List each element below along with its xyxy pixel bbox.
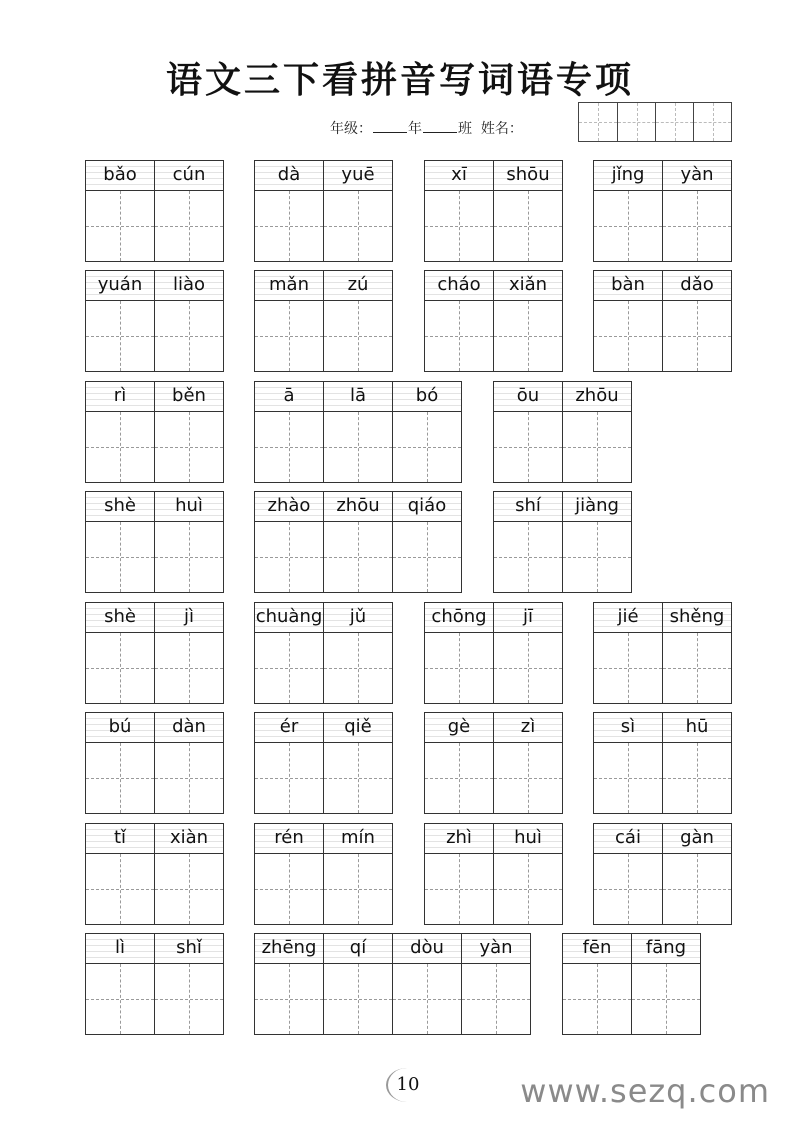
pinyin-label: cái <box>594 824 662 854</box>
writing-box[interactable] <box>594 191 662 261</box>
pinyin-label: xī <box>425 161 493 191</box>
word-box <box>562 933 701 1035</box>
pinyin-label: huì <box>155 492 223 522</box>
page-title: 语文三下看拼音写词语专项 <box>165 59 634 101</box>
class-label: 班 <box>458 121 472 137</box>
pinyin-label: tǐ <box>86 824 154 854</box>
char-cell <box>324 382 393 482</box>
char-cell <box>255 824 324 924</box>
char-cell <box>494 824 563 924</box>
name-box[interactable] <box>655 103 693 141</box>
pinyin-label: jì <box>155 603 223 633</box>
pinyin-label: zhōu <box>324 492 392 522</box>
char-cell <box>155 824 224 924</box>
char-cell <box>155 603 224 703</box>
char-cell <box>324 161 393 261</box>
word-box <box>593 160 732 262</box>
writing-box[interactable] <box>155 854 223 924</box>
pinyin-label: zhēng <box>255 934 323 964</box>
pinyin-label: zú <box>324 271 392 301</box>
char-cell <box>425 713 494 813</box>
writing-box[interactable] <box>324 301 392 371</box>
pinyin-label: dà <box>255 161 323 191</box>
pinyin-label: rì <box>86 382 154 412</box>
pinyin-label: shěng <box>663 603 731 633</box>
writing-box[interactable] <box>494 301 562 371</box>
char-cell <box>255 271 324 371</box>
student-info <box>330 118 523 138</box>
pinyin-label: qiáo <box>393 492 461 522</box>
char-cell <box>255 382 324 482</box>
char-cell <box>594 824 663 924</box>
writing-box[interactable] <box>155 743 223 813</box>
writing-box[interactable] <box>324 743 392 813</box>
char-cell <box>393 492 462 592</box>
pinyin-label: hū <box>663 713 731 743</box>
char-cell <box>324 271 393 371</box>
word-box <box>85 712 224 814</box>
char-cell <box>155 492 224 592</box>
name-boxes[interactable] <box>578 102 732 142</box>
char-cell <box>393 382 462 482</box>
pinyin-label: yàn <box>462 934 530 964</box>
watermark: www.sezq.com <box>520 1072 770 1110</box>
writing-box[interactable] <box>425 191 493 261</box>
writing-box[interactable] <box>86 301 154 371</box>
writing-box[interactable] <box>425 854 493 924</box>
char-cell <box>425 603 494 703</box>
char-cell <box>155 713 224 813</box>
char-cell <box>663 161 732 261</box>
char-cell <box>494 271 563 371</box>
writing-box[interactable] <box>155 522 223 592</box>
char-cell <box>563 934 632 1034</box>
pinyin-label: qiě <box>324 713 392 743</box>
word-box <box>424 602 563 704</box>
char-cell <box>155 934 224 1034</box>
pinyin-label: chuàng <box>255 603 323 633</box>
word-box <box>254 270 393 372</box>
pinyin-label: ōu <box>494 382 562 412</box>
char-cell <box>86 713 155 813</box>
word-box <box>593 602 732 704</box>
char-cell <box>86 934 155 1034</box>
word-box <box>254 712 393 814</box>
char-cell <box>86 824 155 924</box>
pinyin-label: zhōu <box>563 382 631 412</box>
class-blank[interactable] <box>423 120 457 133</box>
writing-box[interactable] <box>425 743 493 813</box>
word-box <box>254 160 393 262</box>
writing-box[interactable] <box>425 633 493 703</box>
pinyin-label: qí <box>324 934 392 964</box>
pinyin-label: gè <box>425 713 493 743</box>
writing-box[interactable] <box>324 964 392 1034</box>
char-cell <box>663 713 732 813</box>
char-cell <box>494 161 563 261</box>
pinyin-label: yuán <box>86 271 154 301</box>
pinyin-label: lā <box>324 382 392 412</box>
writing-box[interactable] <box>663 301 731 371</box>
pinyin-label: shè <box>86 603 154 633</box>
char-cell <box>255 492 324 592</box>
pinyin-label: jǐng <box>594 161 662 191</box>
char-cell <box>563 382 632 482</box>
char-cell <box>86 271 155 371</box>
char-cell <box>494 382 563 482</box>
writing-box[interactable] <box>594 633 662 703</box>
writing-box[interactable] <box>563 522 631 592</box>
writing-box[interactable] <box>255 301 323 371</box>
word-box <box>424 160 563 262</box>
writing-box[interactable] <box>255 191 323 261</box>
writing-box[interactable] <box>155 191 223 261</box>
char-cell <box>255 713 324 813</box>
writing-box[interactable] <box>324 633 392 703</box>
writing-box[interactable] <box>494 854 562 924</box>
char-cell <box>425 271 494 371</box>
pinyin-label: cháo <box>425 271 493 301</box>
pinyin-label: ā <box>255 382 323 412</box>
writing-box[interactable] <box>255 522 323 592</box>
writing-box[interactable] <box>255 633 323 703</box>
pinyin-label: jǔ <box>324 603 392 633</box>
pinyin-label: shí <box>494 492 562 522</box>
char-cell <box>86 382 155 482</box>
char-cell <box>324 713 393 813</box>
word-box <box>424 823 563 925</box>
char-cell <box>594 713 663 813</box>
word-box <box>254 933 531 1035</box>
writing-box[interactable] <box>594 301 662 371</box>
pinyin-label: chōng <box>425 603 493 633</box>
char-cell <box>462 934 531 1034</box>
char-cell <box>663 824 732 924</box>
pinyin-label: mín <box>324 824 392 854</box>
word-box <box>85 270 224 372</box>
char-cell <box>255 603 324 703</box>
name-box[interactable] <box>617 103 655 141</box>
pinyin-label: jiàng <box>563 492 631 522</box>
writing-box[interactable] <box>86 743 154 813</box>
pinyin-label: dǎo <box>663 271 731 301</box>
char-cell <box>255 934 324 1034</box>
word-box <box>593 712 732 814</box>
writing-box[interactable] <box>86 633 154 703</box>
char-cell <box>563 492 632 592</box>
pinyin-label: bó <box>393 382 461 412</box>
word-box <box>424 712 563 814</box>
pinyin-label: bàn <box>594 271 662 301</box>
char-cell <box>255 161 324 261</box>
pinyin-label: sì <box>594 713 662 743</box>
pinyin-label: shōu <box>494 161 562 191</box>
char-cell <box>324 492 393 592</box>
char-cell <box>86 492 155 592</box>
char-cell <box>324 934 393 1034</box>
writing-box[interactable] <box>155 301 223 371</box>
writing-box[interactable] <box>663 191 731 261</box>
writing-box[interactable] <box>594 854 662 924</box>
writing-box[interactable] <box>155 412 223 482</box>
writing-box[interactable] <box>393 522 461 592</box>
char-cell <box>663 603 732 703</box>
word-box <box>254 602 393 704</box>
writing-box[interactable] <box>86 854 154 924</box>
writing-box[interactable] <box>324 412 392 482</box>
writing-box[interactable] <box>324 854 392 924</box>
writing-box[interactable] <box>155 964 223 1034</box>
pinyin-label: dòu <box>393 934 461 964</box>
word-box <box>85 160 224 262</box>
name-box[interactable] <box>693 103 731 141</box>
char-cell <box>393 934 462 1034</box>
writing-box[interactable] <box>494 191 562 261</box>
pinyin-label: ér <box>255 713 323 743</box>
word-box <box>254 823 393 925</box>
writing-box[interactable] <box>563 964 631 1034</box>
writing-box[interactable] <box>155 633 223 703</box>
pinyin-label: yuē <box>324 161 392 191</box>
writing-box[interactable] <box>86 412 154 482</box>
pinyin-label: liào <box>155 271 223 301</box>
char-cell <box>663 271 732 371</box>
pinyin-label: lì <box>86 934 154 964</box>
pinyin-label: bú <box>86 713 154 743</box>
pinyin-label: bǎo <box>86 161 154 191</box>
pinyin-label: rén <box>255 824 323 854</box>
pinyin-label: cún <box>155 161 223 191</box>
pinyin-label: zì <box>494 713 562 743</box>
grade-label: 年级： <box>330 121 372 137</box>
pinyin-label: fēn <box>563 934 631 964</box>
char-cell <box>425 824 494 924</box>
pinyin-label: shè <box>86 492 154 522</box>
writing-box[interactable] <box>663 633 731 703</box>
char-cell <box>594 603 663 703</box>
pinyin-label: zhì <box>425 824 493 854</box>
pinyin-label: zhào <box>255 492 323 522</box>
pinyin-label: shǐ <box>155 934 223 964</box>
pinyin-label: xiàn <box>155 824 223 854</box>
word-box <box>493 491 632 593</box>
char-cell <box>494 603 563 703</box>
writing-box[interactable] <box>494 633 562 703</box>
year-label: 年 <box>408 121 422 137</box>
word-box <box>85 823 224 925</box>
writing-box[interactable] <box>255 964 323 1034</box>
writing-box[interactable] <box>393 964 461 1034</box>
char-cell <box>155 271 224 371</box>
pinyin-label: běn <box>155 382 223 412</box>
writing-box[interactable] <box>86 522 154 592</box>
writing-box[interactable] <box>494 743 562 813</box>
writing-box[interactable] <box>255 743 323 813</box>
writing-box[interactable] <box>663 743 731 813</box>
char-cell <box>86 603 155 703</box>
char-cell <box>494 492 563 592</box>
word-box <box>254 381 462 483</box>
writing-box[interactable] <box>324 191 392 261</box>
writing-box[interactable] <box>462 964 530 1034</box>
writing-box[interactable] <box>393 412 461 482</box>
pinyin-label: jī <box>494 603 562 633</box>
writing-box[interactable] <box>494 412 562 482</box>
writing-box[interactable] <box>494 522 562 592</box>
word-box <box>85 491 224 593</box>
word-box <box>85 381 224 483</box>
pinyin-label: xiǎn <box>494 271 562 301</box>
char-cell <box>155 382 224 482</box>
word-box <box>593 823 732 925</box>
writing-box[interactable] <box>563 412 631 482</box>
char-cell <box>425 161 494 261</box>
writing-box[interactable] <box>594 743 662 813</box>
pinyin-label: gàn <box>663 824 731 854</box>
name-label: 姓名： <box>480 121 523 137</box>
char-cell <box>324 603 393 703</box>
pinyin-label: mǎn <box>255 271 323 301</box>
pinyin-label: dàn <box>155 713 223 743</box>
word-box <box>593 270 732 372</box>
pinyin-label: huì <box>494 824 562 854</box>
word-box <box>254 491 462 593</box>
writing-box[interactable] <box>663 854 731 924</box>
char-cell <box>594 271 663 371</box>
char-cell <box>86 161 155 261</box>
word-box <box>493 381 632 483</box>
writing-box[interactable] <box>425 301 493 371</box>
char-cell <box>324 824 393 924</box>
writing-box[interactable] <box>255 412 323 482</box>
word-box <box>85 602 224 704</box>
writing-box[interactable] <box>324 522 392 592</box>
writing-box[interactable] <box>255 854 323 924</box>
char-cell <box>632 934 701 1034</box>
page-number: 10 <box>386 1068 428 1102</box>
char-cell <box>155 161 224 261</box>
word-box <box>424 270 563 372</box>
word-box <box>85 933 224 1035</box>
char-cell <box>494 713 563 813</box>
char-cell <box>594 161 663 261</box>
pinyin-label: jié <box>594 603 662 633</box>
pinyin-label: yàn <box>663 161 731 191</box>
grade-blank[interactable] <box>373 120 407 133</box>
name-box[interactable] <box>579 103 617 141</box>
pinyin-label: fāng <box>632 934 700 964</box>
writing-box[interactable] <box>86 191 154 261</box>
writing-box[interactable] <box>632 964 700 1034</box>
writing-box[interactable] <box>86 964 154 1034</box>
